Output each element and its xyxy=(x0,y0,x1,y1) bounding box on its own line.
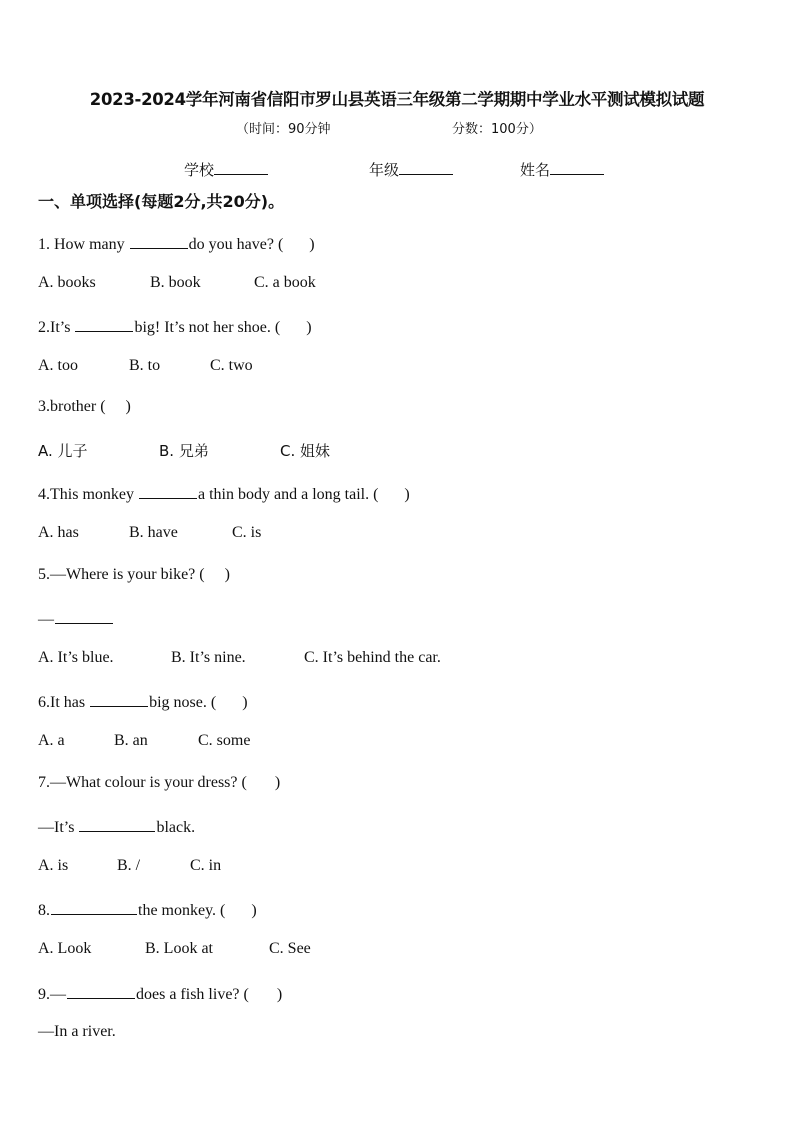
option-b[interactable]: B. to xyxy=(129,357,161,374)
close-paren: ) xyxy=(224,566,230,583)
options-7 xyxy=(38,857,221,875)
answer-line-9: —In a river. xyxy=(38,1023,116,1040)
time-limit: （时间：90分钟 xyxy=(236,122,331,137)
question-text: a thin body and a long tail. ( xyxy=(198,486,379,503)
question-text: big! It’s not her shoe. ( xyxy=(134,319,281,336)
question-text: do you have? ( xyxy=(188,236,284,253)
question-text: 8. xyxy=(38,902,50,919)
option-c[interactable]: C. two xyxy=(210,357,253,374)
close-paren: ) xyxy=(306,319,312,336)
option-b[interactable]: B. Look at xyxy=(145,940,213,957)
option-c[interactable]: C. a book xyxy=(254,274,316,291)
options-8 xyxy=(38,940,311,958)
question-text: 5.—Where is your bike? ( xyxy=(38,566,205,583)
question-text: 4.This monkey xyxy=(38,486,138,503)
option-a[interactable]: A. books xyxy=(38,274,96,291)
option-a[interactable]: A. has xyxy=(38,524,79,541)
option-b[interactable]: B. an xyxy=(114,732,148,749)
question-9 xyxy=(38,982,282,1004)
question-text: big nose. ( xyxy=(149,694,217,711)
question-text: 7.—What colour is your dress? ( xyxy=(38,774,247,791)
answer-blank[interactable] xyxy=(51,898,137,915)
close-paren: ) xyxy=(404,486,410,503)
option-a[interactable]: A. a xyxy=(38,732,65,749)
close-paren: ) xyxy=(242,694,248,711)
question-1 xyxy=(38,232,315,254)
option-a[interactable]: A. Look xyxy=(38,940,92,957)
options-2 xyxy=(38,357,253,375)
total-score: 分数：100分） xyxy=(452,122,542,137)
school-label: 学校 xyxy=(184,161,215,179)
option-c[interactable]: C. is xyxy=(232,524,262,541)
options-6 xyxy=(38,732,250,750)
option-c[interactable]: C. See xyxy=(269,940,311,957)
close-paren: ) xyxy=(276,986,283,1003)
question-7 xyxy=(38,774,280,792)
options-3 xyxy=(38,440,330,461)
option-a[interactable]: A. is xyxy=(38,857,69,874)
option-b[interactable]: B. 兄弟 xyxy=(159,442,209,460)
close-paren: ) xyxy=(309,236,315,253)
option-b[interactable]: B. / xyxy=(117,857,141,874)
name-label: 姓名 xyxy=(520,161,551,179)
answer-line-5 xyxy=(38,607,114,629)
option-a[interactable]: A. 儿子 xyxy=(38,442,88,460)
answer-blank[interactable] xyxy=(67,982,135,999)
question-text: 2.It’s xyxy=(38,319,75,336)
grade-field xyxy=(369,159,453,180)
answer-blank[interactable] xyxy=(75,315,133,332)
question-text: 3.brother ( xyxy=(38,398,106,415)
question-5 xyxy=(38,566,230,584)
answer-blank[interactable] xyxy=(90,690,148,707)
question-2 xyxy=(38,315,312,337)
answer-text: black. xyxy=(156,819,196,836)
options-1 xyxy=(38,274,316,292)
option-c[interactable]: C. It’s behind the car. xyxy=(304,649,441,666)
question-3 xyxy=(38,398,131,416)
school-blank[interactable] xyxy=(214,160,268,175)
option-b[interactable]: B. have xyxy=(129,524,178,541)
options-4 xyxy=(38,524,261,542)
answer-blank[interactable] xyxy=(139,482,197,499)
answer-blank[interactable] xyxy=(55,607,113,624)
option-c[interactable]: C. some xyxy=(198,732,251,749)
question-text: 9.— xyxy=(38,986,66,1003)
question-text: 6.It has xyxy=(38,694,90,711)
option-c[interactable]: C. 姐妹 xyxy=(280,442,331,460)
option-b[interactable]: B. It’s nine. xyxy=(171,649,246,666)
close-paren: ) xyxy=(274,774,281,791)
options-5 xyxy=(38,649,441,667)
answer-blank[interactable] xyxy=(79,815,155,832)
question-6 xyxy=(38,690,248,712)
name-blank[interactable] xyxy=(550,160,604,175)
option-b[interactable]: B. book xyxy=(150,274,201,291)
option-a[interactable]: A. It’s blue. xyxy=(38,649,114,666)
school-field xyxy=(184,159,268,180)
dash: — xyxy=(38,611,54,628)
section-heading: 一、单项选择(每题2分,共20分)。 xyxy=(38,192,285,211)
option-c[interactable]: C. in xyxy=(190,857,222,874)
name-field xyxy=(520,159,604,180)
exam-title: 2023-2024学年河南省信阳市罗山县英语三年级第二学期期中学业水平测试模拟试题 xyxy=(89,90,705,109)
question-text: the monkey. ( xyxy=(138,902,226,919)
question-4 xyxy=(38,482,410,504)
close-paren: ) xyxy=(125,398,131,415)
option-a[interactable]: A. too xyxy=(38,357,78,374)
question-text: 1. How many xyxy=(38,236,129,253)
question-8 xyxy=(38,898,257,920)
grade-label: 年级 xyxy=(369,161,400,179)
close-paren: ) xyxy=(251,902,257,919)
answer-blank[interactable] xyxy=(130,232,188,249)
question-text: does a fish live? ( xyxy=(136,986,249,1003)
grade-blank[interactable] xyxy=(399,160,453,175)
answer-line-7 xyxy=(38,815,195,837)
answer-text: —It’s xyxy=(38,819,79,836)
